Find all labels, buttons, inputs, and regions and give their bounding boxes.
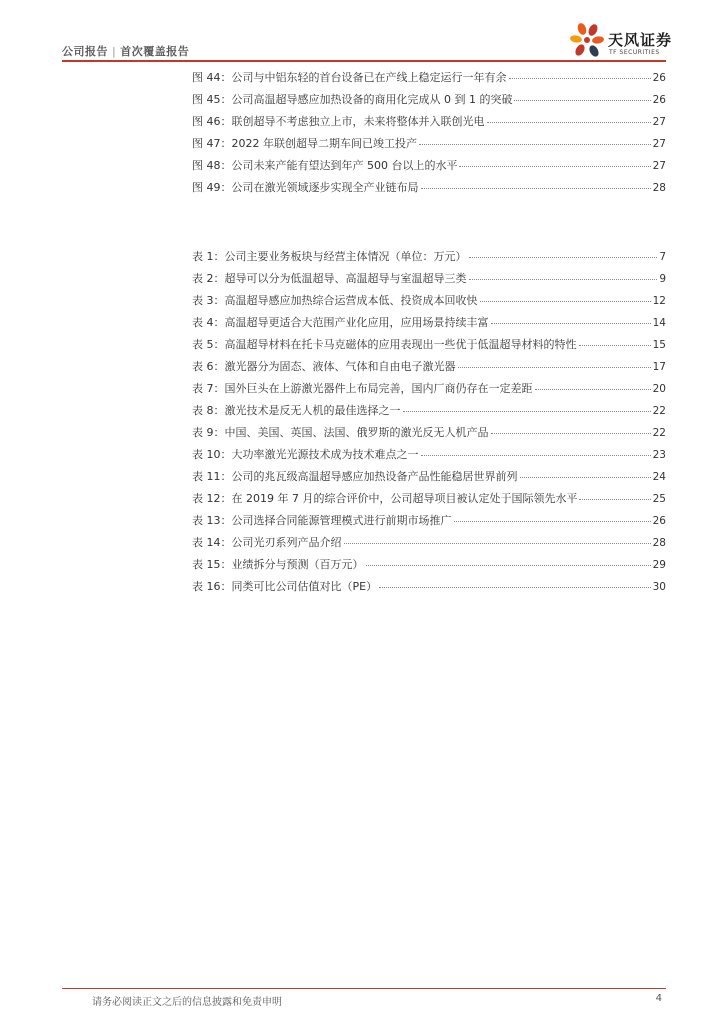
toc-page-number: 27 xyxy=(652,160,666,172)
toc-row[interactable] xyxy=(192,336,666,358)
toc-row[interactable] xyxy=(192,534,666,556)
toc-page-number: 17 xyxy=(652,361,666,373)
toc-entry-label: 图 46：联创超导不考虑独立上市，未来将整体并入联创光电 xyxy=(192,115,485,128)
toc-entry-label: 表 10：大功率激光光源技术成为技术难点之一 xyxy=(192,448,419,461)
toc-page-number: 14 xyxy=(652,317,666,329)
toc-page-number: 23 xyxy=(652,449,666,461)
dot-leader xyxy=(419,136,651,145)
dot-leader xyxy=(344,535,651,544)
toc-page-number: 27 xyxy=(652,116,666,128)
toc-row[interactable] xyxy=(192,314,666,336)
dot-leader xyxy=(454,513,651,522)
dot-leader xyxy=(491,425,651,434)
dot-leader xyxy=(535,381,651,390)
toc-row[interactable] xyxy=(192,402,666,424)
toc-page-number: 26 xyxy=(652,515,666,527)
toc-entry-label: 表 13：公司选择合同能源管理模式进行前期市场推广 xyxy=(192,514,452,527)
dot-leader xyxy=(509,70,651,79)
toc-row[interactable] xyxy=(192,69,666,91)
dot-leader xyxy=(458,359,651,368)
toc-entry-label: 表 15：业绩拆分与预测（百万元） xyxy=(192,558,364,571)
toc-page-number: 27 xyxy=(652,138,666,150)
footer-disclaimer: 请务必阅读正文之后的信息披露和免责申明 xyxy=(92,997,282,1008)
toc-entry-label: 表 12：在 2019 年 7 月的综合评价中，公司超导项目被认定处于国际领先水平 xyxy=(192,492,578,505)
toc-entry-label: 表 11：公司的兆瓦级高温超导感应加热设备产品性能稳居世界前列 xyxy=(192,470,518,483)
toc-page-number: 30 xyxy=(652,581,666,593)
header-divider xyxy=(62,60,666,62)
logo-chinese-name: 天风证券 xyxy=(608,31,673,49)
toc-row[interactable] xyxy=(192,556,666,578)
toc-entry-label: 表 7：国外巨头在上游激光器件上布局完善，国内厂商仍存在一定差距 xyxy=(192,382,533,395)
toc-page-number: 24 xyxy=(652,471,666,483)
figure-index xyxy=(192,69,666,201)
toc-entry-label: 图 48：公司未来产能有望达到年产 500 台以上的水平 xyxy=(192,159,458,172)
toc-page-number: 9 xyxy=(659,273,666,285)
toc-page-number: 28 xyxy=(652,537,666,549)
toc-row[interactable] xyxy=(192,270,666,292)
logo-english-name: TF SECURITIES xyxy=(609,49,660,56)
toc-row[interactable] xyxy=(192,157,666,179)
tf-securities-logo xyxy=(568,22,678,62)
toc-entry-label: 表 3：高温超导感应加热综合运营成本低、投资成本回收快 xyxy=(192,294,478,307)
toc-page-number: 22 xyxy=(652,405,666,417)
toc-entry-label: 表 4：高温超导更适合大范围产业化应用，应用场景持续丰富 xyxy=(192,316,489,329)
toc-row[interactable] xyxy=(192,113,666,135)
dot-leader xyxy=(579,337,651,346)
toc-entry-label: 图 49：公司在激光领域逐步实现全产业链布局 xyxy=(192,181,419,194)
toc-row[interactable] xyxy=(192,578,666,600)
dot-leader xyxy=(379,579,651,588)
dot-leader xyxy=(469,249,658,258)
dot-leader xyxy=(579,491,650,500)
dot-leader xyxy=(459,158,650,167)
toc-page-number: 15 xyxy=(652,339,666,351)
dot-leader xyxy=(491,315,651,324)
table-index xyxy=(192,248,666,600)
dot-leader xyxy=(469,271,658,280)
footer-divider xyxy=(62,988,666,989)
dot-leader xyxy=(403,403,651,412)
dot-leader xyxy=(421,180,651,189)
header-company-report: 公司报告 xyxy=(62,45,108,58)
toc-row[interactable] xyxy=(192,135,666,157)
toc-page-number: 29 xyxy=(652,559,666,571)
toc-row[interactable] xyxy=(192,358,666,380)
toc-page-number: 22 xyxy=(652,427,666,439)
toc-row[interactable] xyxy=(192,446,666,468)
toc-row[interactable] xyxy=(192,292,666,314)
toc-entry-label: 图 47：2022 年联创超导二期车间已竣工投产 xyxy=(192,137,417,150)
toc-row[interactable] xyxy=(192,248,666,270)
footer-page-number: 4 xyxy=(655,993,662,1004)
toc-row[interactable] xyxy=(192,424,666,446)
toc-page-number: 26 xyxy=(652,72,666,84)
toc-row[interactable] xyxy=(192,91,666,113)
toc-row[interactable] xyxy=(192,179,666,201)
flower-logo-icon xyxy=(568,22,606,62)
dot-leader xyxy=(480,293,651,302)
dot-leader xyxy=(514,92,650,101)
toc-row[interactable] xyxy=(192,380,666,402)
toc-entry-label: 表 2：超导可以分为低温超导、高温超导与室温超导三类 xyxy=(192,272,467,285)
toc-page-number: 12 xyxy=(652,295,666,307)
toc-row[interactable] xyxy=(192,468,666,490)
toc-entry-label: 表 16：同类可比公司估值对比（PE） xyxy=(192,580,378,593)
dot-leader xyxy=(366,557,651,566)
dot-leader xyxy=(487,114,651,123)
toc-entry-label: 表 5：高温超导材料在托卡马克磁体的应用表现出一些优于低温超导材料的特性 xyxy=(192,338,577,351)
toc-entry-label: 图 45：公司高温超导感应加热设备的商用化完成从 0 到 1 的突破 xyxy=(192,93,513,106)
toc-entry-label: 表 14：公司光刃系列产品介绍 xyxy=(192,536,342,549)
dot-leader xyxy=(421,447,651,456)
dot-leader xyxy=(520,469,651,478)
toc-page-number: 25 xyxy=(652,493,666,505)
toc-row[interactable] xyxy=(192,490,666,512)
toc-page-number: 28 xyxy=(652,182,666,194)
report-type-header xyxy=(62,43,189,59)
toc-entry-label: 图 44：公司与中铝东轻的首台设备已在产线上稳定运行一年有余 xyxy=(192,71,507,84)
header-separator: | xyxy=(112,45,117,58)
toc-entry-label: 表 8：激光技术是反无人机的最佳选择之一 xyxy=(192,404,401,417)
toc-entry-label: 表 1：公司主要业务板块与经营主体情况（单位：万元） xyxy=(192,250,467,263)
toc-page-number: 7 xyxy=(659,251,666,263)
header-initial-coverage: 首次覆盖报告 xyxy=(120,45,190,58)
toc-entry-label: 表 9：中国、美国、英国、法国、俄罗斯的激光反无人机产品 xyxy=(192,426,489,439)
toc-row[interactable] xyxy=(192,512,666,534)
toc-page-number: 26 xyxy=(652,94,666,106)
toc-page-number: 20 xyxy=(652,383,666,395)
toc-entry-label: 表 6：激光器分为固态、液体、气体和自由电子激光器 xyxy=(192,360,456,373)
